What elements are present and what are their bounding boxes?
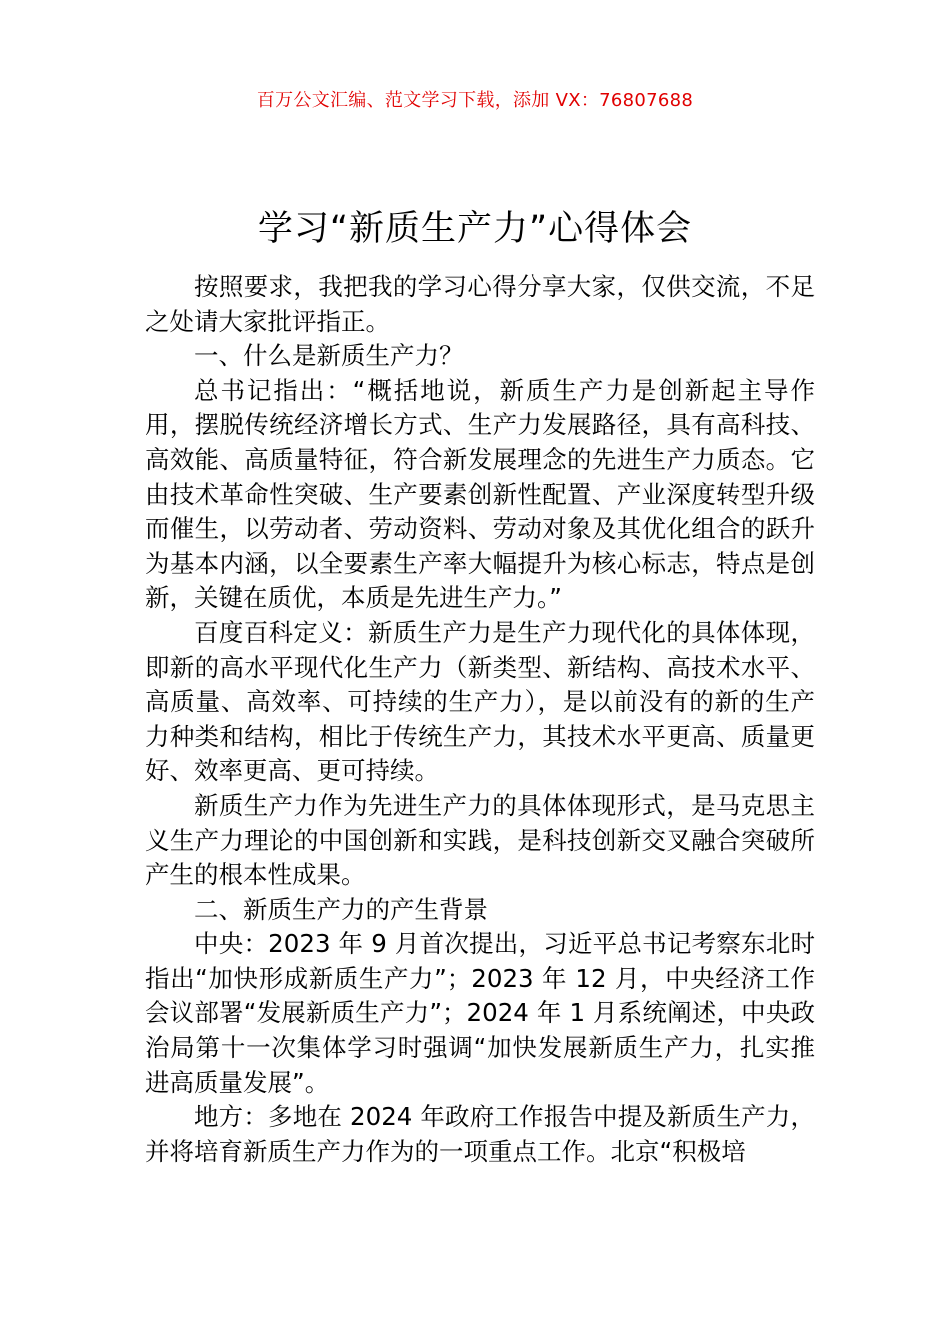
paragraph-quote: 总书记指出：“概括地说，新质生产力是创新起主导作用，摆脱传统经济增长方式、生产力发展路径，具有高科技、高效能、高质量特征，符合新发展理念的先进生产力质态。它由技术革命性突破、生产要素创新性配置、产业深度转型升级而催生，以劳动者、劳动资料、劳动对象及其优化组合的跃升为基本内涵，以全要素生产率大幅提升为核心标志，特点是创新，关键在质优，本质是先进生产力。” [145,375,815,613]
paragraph-definition: 百度百科定义：新质生产力是生产力现代化的具体体现，即新的高水平现代化生产力（新类型、新结构、高技术水平、高质量、高效率、可持续的生产力），是以前没有的新的生产力种类和结构，相比于传统生产力，其技术水平更高、质量更好、效率更高、更可持续。 [145,617,815,786]
document-body [145,270,815,1169]
paragraph-significance: 新质生产力作为先进生产力的具体体现形式，是马克思主义生产力理论的中国创新和实践，是科技创新交叉融合突破所产生的根本性成果。 [145,790,815,890]
section-heading-2: 二、新质生产力的产生背景 [194,894,488,924]
section-heading-1: 一、什么是新质生产力？ [194,341,464,371]
paragraph-intro: 按照要求，我把我的学习心得分享大家，仅供交流，不足之处请大家批评指正。 [145,272,815,336]
paragraph-local: 地方：多地在 2024 年政府工作报告中提及新质生产力，并将培育新质生产力作为的一项重点工作。北京“积极培 [145,1102,815,1166]
paragraph-central: 中央：2023 年 9 月首次提出，习近平总书记考察东北时指出“加快形成新质生产力”；2023 年 12 月，中央经济工作会议部署“发展新质生产力”；2024 年 1 月系统阐述，中央政治局第十一次集体学习时强调“加快发展新质生产力，扎实推进高质量发展”。 [145,929,815,1097]
document-title: 学习“新质生产力”心得体会 [257,209,693,250]
header-note: 百万公文汇编、范文学习下载，添加 VX：76807688 [256,90,694,111]
